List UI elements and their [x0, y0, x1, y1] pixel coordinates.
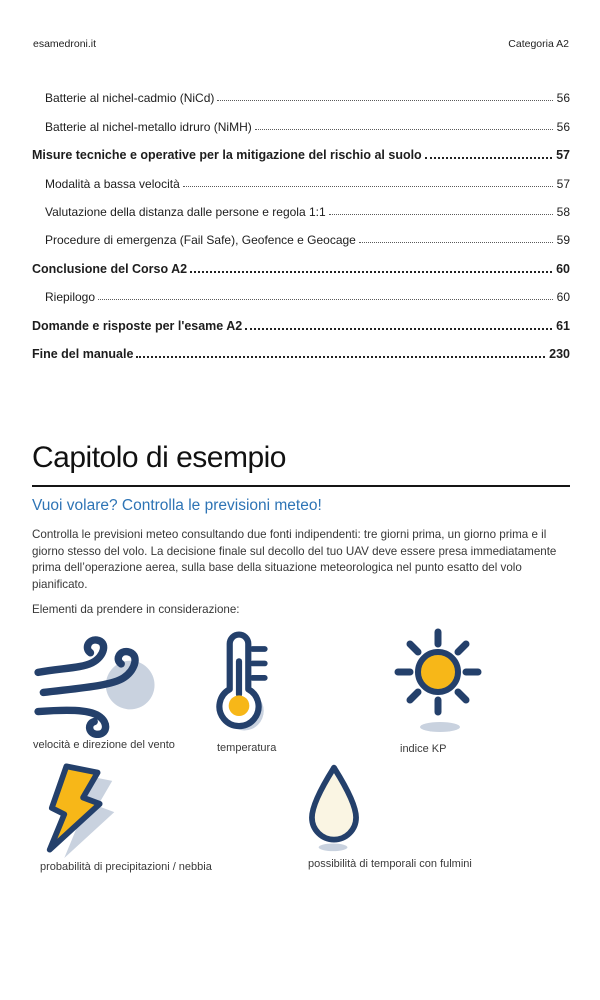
weather-item-label: probabilità di precipitazioni / nebbia [40, 861, 212, 873]
raindrop-icon [300, 760, 368, 859]
dotted-leader [190, 271, 552, 273]
list-lead-text: Elementi da prendere in considerazione: [32, 603, 240, 616]
dotted-leader [217, 100, 552, 101]
sun-icon [388, 624, 488, 743]
toc-page-number: 56 [556, 91, 570, 106]
page-header [33, 38, 569, 50]
weather-item-label: indice KP [400, 743, 447, 755]
toc-entry: Procedure di emergenza (Fail Safe), Geofence e Geocage 59 [32, 222, 570, 250]
dotted-leader [359, 242, 553, 243]
section-heading: Vuoi volare? Controlla le previsioni meteo! [32, 497, 322, 514]
toc-page-number: 57 [556, 148, 570, 163]
dotted-leader [329, 214, 553, 215]
table-of-contents [32, 80, 570, 364]
toc-page-number: 230 [549, 346, 570, 361]
site-name: esamedroni.it [33, 38, 97, 50]
wind-icon [22, 630, 160, 743]
dotted-leader [98, 299, 553, 300]
toc-entry: Misure tecniche e operative per la mitigazione del rischio al suolo 57 [32, 137, 570, 165]
toc-entry: Domande e risposte per l'esame A2 61 [32, 307, 570, 335]
toc-page-number: 59 [556, 233, 570, 248]
weather-item-label: velocità e direzione del vento [33, 739, 175, 751]
dotted-leader [136, 356, 545, 358]
toc-entry: Modalità a bassa velocità 57 [32, 165, 570, 193]
toc-page-number: 60 [556, 261, 570, 276]
toc-entry: Riepilogo 60 [32, 279, 570, 307]
toc-page-number: 61 [556, 318, 570, 333]
dotted-leader [425, 157, 552, 159]
intro-paragraph: Controlla le previsioni meteo consultando due fonti indipendenti: tre giorni prima, un giorno prima e il giorno stesso del volo. La decisione finale sul decollo del tuo UAV deve essere presa immediatamente prima dell’operazione aerea, sulla base della situazione meteorologica nel punto esatto del volo pianificato. [32, 528, 557, 591]
dotted-leader [183, 186, 553, 187]
thermometer-icon [206, 627, 272, 742]
category-label: Categoria A2 [508, 38, 569, 50]
weather-item-label: possibilità di temporali con fulmini [308, 858, 472, 870]
dotted-leader [255, 129, 553, 130]
weather-item-label: temperatura [217, 742, 277, 754]
toc-entry: Valutazione della distanza dalle persone e regola 1:1 58 [32, 194, 570, 222]
toc-page-number: 56 [556, 119, 570, 134]
toc-entry: Batterie al nichel-metallo idruro (NiMH) 56 [32, 108, 570, 136]
toc-page-number: 58 [556, 204, 570, 219]
toc-entry: Fine del manuale 230 [32, 336, 570, 364]
toc-page-number: 57 [556, 176, 570, 191]
toc-entry: Conclusione del Corso A2 60 [32, 250, 570, 278]
dotted-leader [245, 328, 552, 330]
lightning-icon [30, 758, 134, 863]
toc-entry: Batterie al nichel-cadmio (NiCd) 56 [32, 80, 570, 108]
toc-page-number: 60 [556, 290, 570, 305]
chapter-title: Capitolo di esempio [32, 441, 570, 487]
